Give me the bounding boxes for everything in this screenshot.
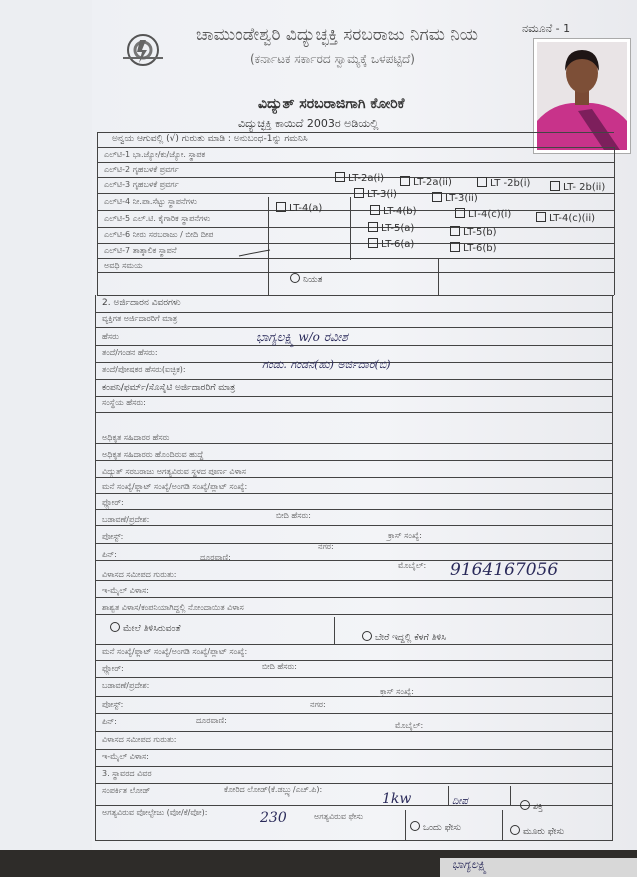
checkbox-lt4c-ii[interactable]: LT-4(c)(ii) xyxy=(536,212,595,224)
rule xyxy=(97,227,614,228)
post-label: ಪೋಸ್ಟ್: xyxy=(102,532,124,541)
section2-heading: 2. ಅರ್ಜಿದಾರನ ವಿವರಗಳು xyxy=(102,298,181,308)
load-label: ಕೋರಿದ ಲೋಡ್(ಕೆ.ಡಬ್ಲ್ಯು/ಎಚ್.ಪಿ): xyxy=(224,785,323,794)
rule xyxy=(95,614,613,615)
company-logo-icon xyxy=(118,30,168,70)
rule xyxy=(614,147,615,295)
voltage-value: 230 xyxy=(260,810,287,826)
radio-different-address[interactable]: ಬೇರೆ ಇದ್ದಲ್ಲಿ ಕೆಳಗೆ ತಿಳಿಸಿ xyxy=(362,631,446,643)
form-subtitle: ವಿದ್ಯುಚ್ಛಕ್ತಿ ಕಾಯಿದೆ 2003ರ ಅಡಿಯಲ್ಲಿ xyxy=(238,117,379,130)
checkbox-lt2a-i[interactable]: LT-2a(i) xyxy=(335,172,384,184)
lt2-label: ಎಲ್‌ಟಿ-2 ಗೃಹಬಳಕೆ ಪ್ರವರ್ಗ xyxy=(104,165,179,174)
rule xyxy=(95,312,613,313)
connected-load-label: ಸಂಪರ್ಕಿತ ಲೋಡ್ xyxy=(102,786,151,795)
name-value: ಭಾಗ್ಯಲಕ್ಷ್ಮಿ w/o ರವೀಶ xyxy=(256,330,348,344)
rule xyxy=(95,509,613,510)
lt6-label: ಎಲ್‌ಟಿ-6 ನೀರು ಸರಬರಾಜು / ಬೀದಿ ದೀಪ xyxy=(104,230,214,239)
checkbox-lt3-ii[interactable]: LT-3(ii) xyxy=(432,192,478,204)
house-number-label: ಮನೆ ಸಂಖ್ಯೆ/ಫ್ಲಾಟ್ ಸಂಖ್ಯೆ/ಅಂಗಡಿ ಸಂಖ್ಯೆ/ಪ್ಲಾಟ್ ಸಂಖ್ಯೆ: xyxy=(102,482,248,491)
radio-three-phase[interactable]: ಮೂರು ಫೇಸು xyxy=(510,825,564,837)
voltage-label: ಅಗತ್ಯವಿರುವ ವೋಲ್ಟೇಜು (ವೋ/ಕೆ/ವೋ): xyxy=(102,808,208,817)
floor-label-2: ಫ್ಲೋರ್: xyxy=(102,664,124,673)
checkbox-lt6b[interactable]: LT-6(b) xyxy=(450,242,497,254)
lt5-label: ಎಲ್‌ಟಿ-5 ಎಲ್.ಟಿ. ಕೈಗಾರಿಕ ಸ್ಥಾಪನೆಗಳು xyxy=(104,214,211,223)
landmark-label-2: ವಿಳಾಸದ ಸಮೀಪದ ಗುರುತು: xyxy=(102,735,177,744)
authorized-designation-label: ಅಧಿಕೃತ ಸಹಿದಾರರು ಹೊಂದಿರುವ ಹುದ್ದೆ xyxy=(102,450,204,459)
bottom-scrawl: ಭಾಗ್ಯಲಕ್ಷ್ಮಿ xyxy=(452,858,488,871)
floor-label: ಫ್ಲೋರ್: xyxy=(102,498,124,507)
rule xyxy=(95,412,613,413)
post-label-2: ಪೋಸ್ಟ್: xyxy=(102,700,124,709)
street-label-2: ಬೀದಿ ಹೆಸರು: xyxy=(262,662,297,671)
rule xyxy=(405,810,406,840)
rule xyxy=(95,543,613,544)
pin-label-2: ಪಿನ್: xyxy=(102,717,117,726)
city-label-2: ನಗರ: xyxy=(310,700,326,709)
rule xyxy=(95,783,613,784)
rule xyxy=(97,147,614,148)
authorized-name-label: ಅಧಿಕೃತ ಸಹಿದಾರರ ಹೆಸರು xyxy=(102,433,170,442)
rule xyxy=(95,713,613,714)
radio-regular[interactable]: ನಿಯತ xyxy=(290,273,322,285)
checkbox-lt4b[interactable]: LT-4(b) xyxy=(370,205,417,217)
checkbox-lt2b-ii[interactable]: LT- 2b(ii) xyxy=(550,181,605,193)
lt1-label: ಎಲ್‌ಟಿ-1 ಭಾ.ಜ್ಯೋ/ಕು/ಜ್ಯೋ. ಸ್ಥಾಪಕ xyxy=(104,150,206,159)
father-value: ಗಂಡು. ಗಂಡನ(ಹು) ಅರ್ಜಿದಾರ(ಬಿ) xyxy=(262,358,391,371)
checkbox-lt5a[interactable]: LT-5(a) xyxy=(368,222,414,234)
company-name-label: ಸಂಸ್ಥೆಯ ಹೆಸರು: xyxy=(102,398,146,407)
checkbox-lt3-i[interactable]: LT-3(i) xyxy=(354,188,397,200)
email-label-2: ಇ-ಮೈಲ್ ವಿಳಾಸ: xyxy=(102,752,149,761)
cross-label-2: ಕ್ರಾಸ್ ಸಂಖ್ಯೆ: xyxy=(380,687,414,696)
page-margin xyxy=(0,0,92,877)
rule xyxy=(95,749,613,750)
rule xyxy=(334,617,335,644)
rule xyxy=(510,786,511,805)
rule xyxy=(97,210,614,211)
pin-label: ಪಿನ್: xyxy=(102,550,117,559)
rule xyxy=(97,243,614,244)
lt3-label: ಎಲ್‌ಟಿ-3 ಗೃಹಬಳಕೆ ಪ್ರವರ್ಗ xyxy=(104,180,179,189)
load-value: 1kw xyxy=(382,791,412,807)
mobile-label: ಮೊಬೈಲ್: xyxy=(398,561,427,570)
checkbox-lt5b[interactable]: LT-5(b) xyxy=(450,226,497,238)
rule xyxy=(95,597,613,598)
company-only-label: ಕಂಪನಿ/ಫರ್ಮ್/ಸೊಸೈಟಿ ಅರ್ಜಿದಾರರಿಗೆ ಮಾತ್ರ xyxy=(102,383,236,393)
instruction-text: ಅನ್ವಯ ಆಗುವಲ್ಲಿ (√) ಗುರುತು ಮಾಡಿ : ಅನುಬಂಧ-1ನ್ನು ಗಮನಿಸಿ xyxy=(112,134,308,144)
rule xyxy=(268,197,269,295)
phone-label: ದೂರವಾಣಿ: xyxy=(200,553,231,562)
rule xyxy=(95,840,613,841)
landmark-label: ವಿಳಾಸದ ಸಮೀಪದ ಗುರುತು: xyxy=(102,570,177,579)
rule xyxy=(95,696,613,697)
mobile-label-2: ಮೊಬೈಲ್: xyxy=(395,721,424,730)
street-label: ಬೀದಿ ಹೆಸರು: xyxy=(276,511,311,520)
phone-label-2: ದೂರವಾಣಿ: xyxy=(196,716,227,725)
rule xyxy=(95,525,613,526)
house-number-label-2: ಮನೆ ಸಂಖ್ಯೆ/ಫ್ಲಾಟ್ ಸಂಖ್ಯೆ/ಅಂಗಡಿ ಸಂಖ್ಯೆ/ಪ್ಲಾಟ್ ಸಂಖ್ಯೆ: xyxy=(102,647,248,656)
rule xyxy=(95,396,613,397)
checkbox-lt6a[interactable]: LT-6(a) xyxy=(368,238,414,250)
radio-single-phase[interactable]: ಒಂದು ಫೇಸು xyxy=(410,821,461,833)
lt7-label: ಎಲ್‌ಟಿ-7 ತಾತ್ಕಾಲಿಕ ಸ್ಥಾಪನೆ xyxy=(104,246,177,255)
cross-label: ಕ್ರಾಸ್ ಸಂಖ್ಯೆ: xyxy=(388,531,422,540)
rule xyxy=(95,766,613,767)
rule xyxy=(97,132,614,133)
applicant-portrait-icon xyxy=(534,39,630,153)
name-label: ಹೆಸರು xyxy=(102,332,119,341)
lt4-label: ಎಲ್‌ಟಿ-4 ನೀ.ಪಾ.ಸೆಟ್ಟು ಸ್ಥಾಪನೆಗಳು xyxy=(104,197,197,206)
supply-address-label: ವಿದ್ಯುತ್ ಸರಬರಾಜು ಅಗತ್ಯವಿರುವ ಸ್ಥಳದ ಪೂರ್ಣ ವಿಳಾಸ xyxy=(102,467,246,476)
phase-label: ಅಗತ್ಯವಿರುವ ಫೇಸು xyxy=(314,812,364,821)
checkbox-lt4c-i[interactable]: LT-4(c)(i) xyxy=(455,208,511,220)
radio-power[interactable]: ಶಕ್ತಿ xyxy=(520,800,543,812)
checkbox-lt2a-ii[interactable]: LT-2a(ii) xyxy=(400,176,452,188)
rule xyxy=(95,580,613,581)
rule xyxy=(95,493,613,494)
rule xyxy=(97,272,614,273)
applicant-photo xyxy=(533,38,631,154)
rule xyxy=(448,786,449,805)
area-label-2: ಬಡಾವಣೆ/ಪ್ರದೇಶ: xyxy=(102,681,150,690)
father-label: ತಂದೆ/ಗಂಡನ ಹೆಸರು: xyxy=(102,348,158,357)
rule xyxy=(95,644,613,645)
rule xyxy=(502,810,503,840)
registered-address-label: ಶಾಶ್ವತ ವಿಳಾಸ/ಕಂಪನಿಯಾಗಿದ್ದಲ್ಲಿ ನೋಂದಾಯಿತ ವಿಳಾಸ xyxy=(102,603,244,612)
load-details-heading: 3. ಸ್ಥಾವರದ ವಿವರ xyxy=(102,769,152,778)
company-name: ಚಾಮುಂಡೇಶ್ವರಿ ವಿದ್ಯುಚ್ಛಕ್ತಿ ಸರಬರಾಜು ನಿಗಮ ನಿಯ xyxy=(196,25,478,45)
checkbox-lt2b-i[interactable]: LT -2b(i) xyxy=(477,177,530,189)
area-label: ಬಡಾವಣೆ/ಪ್ರದೇಶ: xyxy=(102,515,150,524)
rule xyxy=(95,379,613,380)
checkbox-lt4a[interactable]: LT-4(a) xyxy=(276,202,322,214)
rule xyxy=(95,345,613,346)
radio-same-as-above[interactable]: ಮೇಲೆ ತಿಳಿಸಿರುವಂತೆ xyxy=(110,622,181,634)
rule xyxy=(97,295,614,296)
email-label: ಇ-ಮೈಲ್ ವಿಳಾಸ: xyxy=(102,586,149,595)
rule xyxy=(438,258,439,295)
rule xyxy=(95,327,613,328)
city-label: ನಗರ: xyxy=(318,542,334,551)
pen-stroke-icon xyxy=(238,248,272,258)
company-subtitle: (ಕರ್ನಾಟಕ ಸರ್ಕಾರದ ಸ್ವಾಮ್ಯಕ್ಕೆ ಒಳಪಟ್ಟಿದೆ) xyxy=(250,52,415,66)
rule xyxy=(97,132,98,295)
lighting-option: ದೀಪ xyxy=(452,796,468,807)
individual-only-label: ವ್ಯಕ್ತಿಗತ ಅರ್ಜಿದಾರರಿಗೆ ಮಾತ್ರ xyxy=(102,314,178,323)
rule xyxy=(95,677,613,678)
form-number: ನಮೂನೆ - 1 xyxy=(522,22,571,35)
rule xyxy=(95,295,96,840)
duration-label: ಅವಧಿ ಸಮಯ xyxy=(104,261,143,270)
rule xyxy=(97,162,614,163)
rule xyxy=(95,477,613,478)
rule xyxy=(95,731,613,732)
rule xyxy=(97,258,614,259)
rule xyxy=(350,197,351,260)
rule xyxy=(95,443,613,444)
rule xyxy=(95,460,613,461)
guardian-label: ತಂದೆ/ಪೋಷಕರ ಹೆಸರು(ಐಚ್ಛಿಕ): xyxy=(102,365,186,374)
mobile-value: 9164167056 xyxy=(450,560,559,580)
rule xyxy=(612,295,613,840)
rule xyxy=(95,660,613,661)
form-title: ವಿದ್ಯುತ್ ಸರಬರಾಜಿಗಾಗಿ ಕೋರಿಕೆ xyxy=(258,96,405,112)
